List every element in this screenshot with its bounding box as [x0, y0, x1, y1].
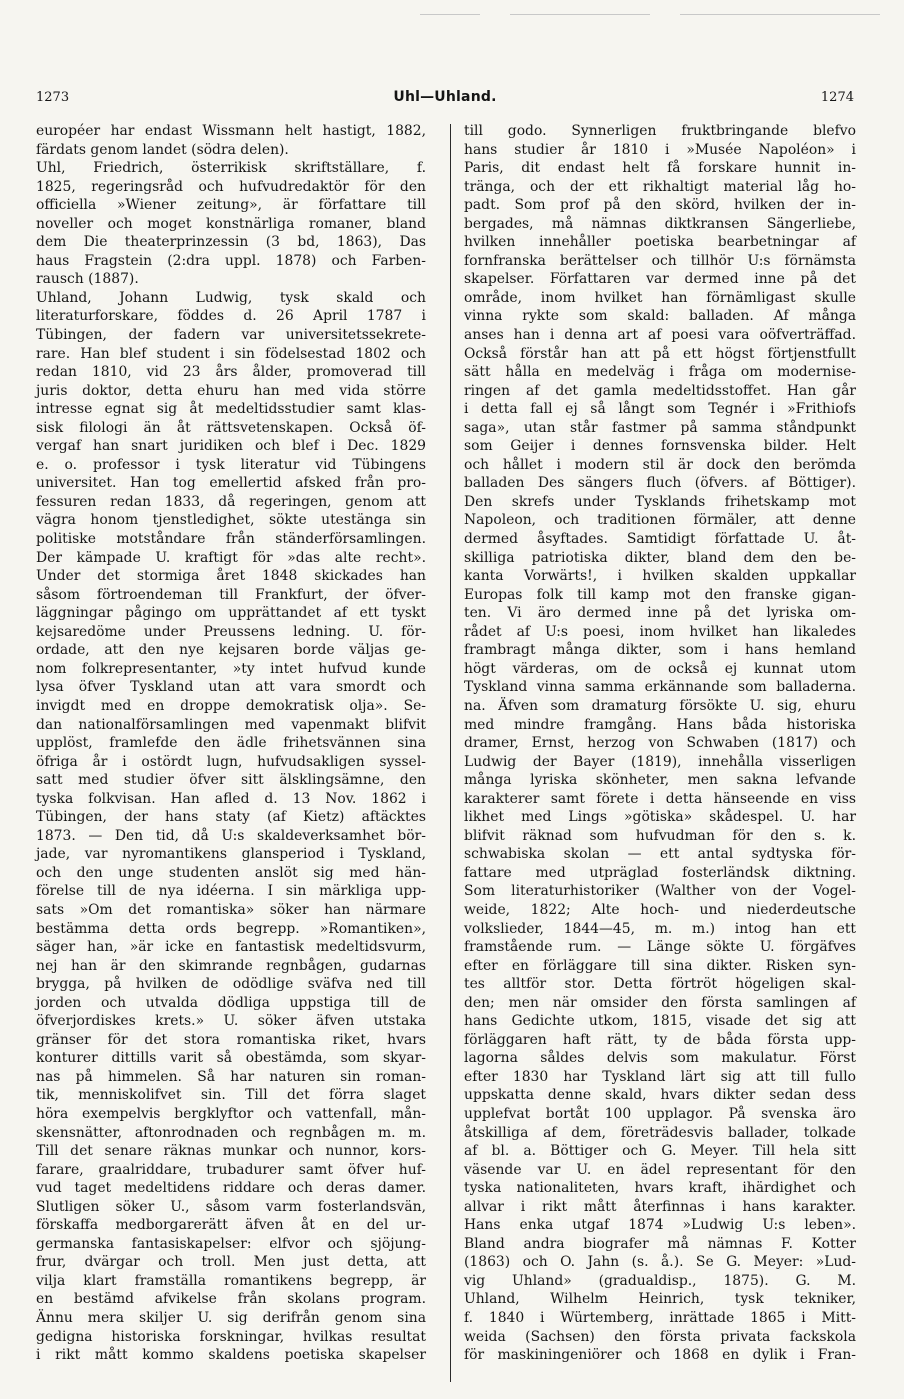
text-line: sisk filologi än åt rättsvetenskapen. Också öf-	[36, 419, 426, 436]
text-line: ordade, att den nye kejsaren borde väljas ge-	[36, 642, 426, 659]
text-line: såsom förtroendeman till Frankfurt, der öfver-	[36, 586, 426, 603]
text-line: Uhl, Friedrich, österrikisk skriftställare, f.	[36, 160, 426, 177]
text-line: Som literaturhistoriker (Walther von der Vogel-	[464, 883, 856, 900]
text-line: rådet af U:s poesi, inom hvilket han likaledes	[464, 623, 856, 640]
text-line: anses han i denna art af poesi vara oöfverträffad.	[464, 327, 856, 344]
text-line: rausch (1887).	[36, 271, 139, 288]
text-line: rare. Han blef student i sin födelsestad 1802 och	[36, 345, 426, 362]
text-line: i rikt mått kommo skaldens poetiska skapelser	[36, 1347, 426, 1364]
text-line: universitet. Han tog emellertid afsked från pro-	[36, 475, 426, 492]
text-line: väsende var U. en ädel representant för den	[464, 1161, 856, 1178]
text-line: Tyskland vinna samma erkännande som balladerna.	[464, 679, 856, 696]
text-line: invigdt med en droppe demokratisk olja». Se-	[36, 697, 426, 714]
text-line: likhet med Lings »götiska» skådespel. U. har	[464, 809, 856, 826]
text-line: Paris, dit endast helt få forskare hunnit in-	[464, 160, 856, 177]
text-line: nej han är den skimrande regnbågen, gudarnas	[36, 957, 426, 974]
text-line: karakterer samt förete i detta hänseende en viss	[464, 790, 856, 807]
text-line: ten. Vi äro dermed inne på det lyriska om-	[464, 605, 856, 622]
text-line: skapelser. Författaren var dermed inne på det	[464, 271, 856, 288]
text-line: för maskiningeniörer och 1868 en dylik i Fran-	[464, 1347, 856, 1364]
text-line: vud taget medeltidens riddare och deras damer.	[36, 1180, 426, 1197]
text-line: säger han, »är icke en fantastisk medeltidsvurm,	[36, 939, 426, 956]
text-line: vilja klart framställa romantikens begrepp, är	[36, 1272, 426, 1289]
text-line: Ännu mera skiljer U. sig derifrån genom sina	[36, 1310, 426, 1326]
text-line: en bestämd afvikelse från skolans program.	[36, 1291, 426, 1308]
text-line: med mindre framgång. Hans båda historiska	[464, 716, 856, 733]
text-line: européer har endast Wissmann helt hastigt, 1882,	[36, 123, 426, 139]
text-line: uppskatta denne skald, hvars dikter sedan dess	[464, 1087, 856, 1104]
text-line: vergaf han snart juridiken och blef i Dec. 1829	[36, 438, 426, 455]
text-line: saga», utan står fastmer på samma ståndpunkt	[464, 419, 856, 436]
text-line: jade, var nyromantikens glansperiod i Tyskland,	[36, 846, 426, 863]
column-divider	[450, 124, 451, 1382]
text-line: balladen Des sängers fluch (öfvers. af Böttiger).	[464, 475, 856, 492]
page-header	[36, 90, 854, 112]
text-line: redan 1810, vid 23 års ålder, promoverad till	[36, 364, 426, 381]
text-line: frur, dvärgar och troll. Men just detta, att	[36, 1254, 426, 1271]
text-line: ringen af det gamla medeltidsstoffet. Han går	[464, 382, 856, 399]
text-line: fessuren redan 1833, då regeringen, genom att	[36, 493, 426, 510]
text-line: allvar i rikt mått återfinnas i hans karakter.	[464, 1198, 856, 1215]
text-line: padt. Som prof på den skörd, hvilken der in-	[464, 197, 856, 214]
text-line: upplöst, framlefde den ädle frihetsvännen sina	[36, 735, 426, 752]
text-line: farare, graalriddare, trubadurer samt öfver huf-	[36, 1161, 426, 1178]
text-line: Europas folk till kamp mot den franske gigan-	[464, 586, 856, 603]
text-line: politiske motståndare från ständerförsamlingen.	[36, 531, 426, 548]
text-line: sätt hålla en medelväg i fråga om modernise-	[464, 364, 856, 381]
text-line: dramer, Ernst, herzog von Schwaben (1817) och	[464, 735, 856, 752]
text-line: frambragt många dikter, som i hans hemland	[464, 642, 856, 659]
text-line: öfriga år i ostördt lugn, hufvudsakligen syssel-	[36, 753, 426, 770]
text-line: sats »Om det romantiska» söker han närmare	[36, 901, 426, 918]
text-line: förläggaren haft rätt, ty de båda första upp-	[464, 1031, 856, 1048]
text-line: fattare med utpräglad fosterländsk diktning.	[464, 864, 856, 881]
text-line: höra exempelvis bergklyftor och vattenfall, mån-	[36, 1105, 426, 1122]
text-line: och hållet i modern stil är dock den berömda	[464, 456, 856, 473]
text-line: schwabiska skolan — ett antal sydtyska för-	[464, 846, 856, 863]
right-text-column	[464, 122, 856, 1365]
text-line: f. 1840 i Würtemberg, inrättade 1865 i Mitt-	[464, 1310, 856, 1326]
text-line: skilliga patriotiska dikter, bland dem den be-	[464, 549, 856, 566]
text-line: jorden och utvalda dödliga uppstiga till de	[36, 994, 426, 1011]
text-line: blifvit räknad som hufvudman för den s. k.	[464, 827, 856, 844]
text-line: vinna rykte som skald: balladen. Af många	[464, 308, 856, 325]
text-line: gedigna historiska forskningar, hvilkas resultat	[36, 1328, 426, 1345]
text-line: i detta fall ej så långt som Tegnér i »Frithiofs	[464, 401, 856, 418]
text-line: Hans enka utgaf 1874 »Ludwig U:s leben».	[464, 1217, 856, 1234]
text-line: område, inom hvilket han förnämligast skulle	[464, 289, 856, 306]
text-line: färdats genom landet (södra delen).	[36, 141, 289, 158]
text-line: Bland andra biografer må nämnas F. Kotter	[464, 1235, 856, 1252]
text-line: af bl. a. Böttiger och G. Meyer. Till hela sitt	[464, 1143, 856, 1160]
text-line: haus Fragstein (2:dra uppl. 1878) och Farben-	[36, 252, 426, 269]
text-line: e. o. professor i tysk literatur vid Tübingens	[36, 456, 426, 473]
text-line: Tübingen, der fadern var universitetssekrete-	[36, 327, 426, 344]
text-line: högt värderas, om de också ej kunnat utom	[464, 660, 856, 677]
text-line: dan nationalförsamlingen med vapenmakt blifvit	[36, 716, 426, 733]
text-line: dem Die theaterprinzessin (3 bd, 1863), Das	[36, 234, 426, 251]
text-line: (1863) och O. Jahn (s. å.). Se G. Meyer: »Lud-	[464, 1254, 856, 1271]
text-line: literaturforskare, föddes d. 26 April 1787 i	[36, 308, 426, 325]
text-line: den; men när omsider den första samlingen af	[464, 994, 856, 1011]
text-line: juris doktor, detta ehuru han med vida större	[36, 382, 426, 399]
text-line: volkslieder, 1844—45, m. m.) intog han ett	[464, 920, 856, 937]
text-line: Uhland, Johann Ludwig, tysk skald och	[36, 289, 426, 306]
text-line: lysa öfver Tyskland utan att vara smordt och	[36, 679, 426, 696]
text-line: läggningar pågingo om upprättandet af ett tyskt	[36, 605, 426, 622]
text-line: hvilken innehåller poetiska bearbetningar af	[464, 234, 856, 251]
text-line: Ludwig der Bayer (1819), innehålla visserligen	[464, 753, 856, 770]
text-line: brygga, på hvilken de odödlige sväfva ned till	[36, 976, 426, 993]
text-line: vig Uhland» (gradualdisp., 1875). G. M.	[464, 1272, 856, 1289]
text-line: Till det senare räknas munkar och nunnor, kors-	[36, 1143, 426, 1160]
text-line: 1825, regeringsråd och hufvudredaktör för den	[36, 178, 426, 195]
text-line: till godo. Synnerligen fruktbringande blefvo	[464, 123, 856, 139]
text-line: Slutligen söker U., såsom varm fosterlandsvän,	[36, 1198, 426, 1215]
text-line: förelse till de nya idéerna. I sin märkliga upp-	[36, 883, 426, 900]
text-line: förskaffa medborgarerätt äfven åt en del ur-	[36, 1217, 426, 1234]
text-line: officiella »Wiener zeitung», är författare till	[36, 197, 426, 214]
text-line: skensnätter, aftonrodnaden och regnbågen m. m.	[36, 1124, 426, 1141]
text-line: noveller och moget konstnärliga romaner, bland	[36, 215, 426, 232]
text-line: konturer dittills varit så obestämda, som skyar-	[36, 1050, 426, 1067]
text-line: framstående rum. — Länge sökte U. förgäfves	[464, 939, 856, 956]
text-line: Den skrefs under Tysklands frihetskamp mot	[464, 493, 856, 510]
text-line: hans Gedichte utkom, 1815, visade det sig att	[464, 1013, 856, 1030]
text-line: kejsaredöme under Preussens ledning. U. för-	[36, 623, 426, 640]
text-line: många lyriska skönheter, men sakna lefvande	[464, 772, 856, 789]
text-line: upplefvat bortåt 100 upplagor. På svenska äro	[464, 1105, 856, 1122]
text-line: Också förstår han att på ett högst förtjenstfullt	[464, 345, 856, 362]
text-line: efter en förläggare till sina dikter. Risken syn-	[464, 957, 856, 974]
text-line: tyska folkvisan. Han afled d. 13 Nov. 1862 i	[36, 790, 426, 807]
text-line: öfverjordiskes krets.» U. söker äfven utstaka	[36, 1013, 426, 1030]
text-line: intresse egnat sig åt medeltidsstudier samt klas-	[36, 401, 426, 418]
text-line: na. Äfven som dramaturg försökte U. sig, ehuru	[464, 697, 856, 714]
text-line: dermed åsyftades. Samtidigt författade U. åt-	[464, 531, 856, 548]
text-line: tes alltför stor. Detta förtröt högeligen skal-	[464, 976, 856, 993]
left-page-number: 1273	[36, 90, 70, 105]
text-line: kanta Vorwärts!, i hvilken skalden uppkallar	[464, 568, 856, 585]
text-line: hans studier år 1810 i »Musée Napoléon» i	[464, 141, 856, 158]
text-line: nom folkrepresentanter, »ty intet hufvud kunde	[36, 660, 426, 677]
text-line: Under det stormiga året 1848 skickades han	[36, 568, 426, 585]
text-line: tränga, och der ett rikhaltigt material låg ho-	[464, 178, 856, 195]
text-line: fornfranska berättelser och tillhör U:s förnämsta	[464, 252, 856, 269]
text-line: Napoleon, och traditionen förmäler, att denne	[464, 512, 856, 529]
text-line: åtskilliga af dem, företrädesvis ballader, tolkade	[464, 1124, 856, 1141]
text-line: tyska nationaliteten, hvars kraft, ihärdighet och	[464, 1180, 856, 1197]
text-line: Uhland, Wilhelm Heinrich, tysk tekniker,	[464, 1291, 856, 1308]
text-line: 1873. — Den tid, då U:s skaldeverksamhet bör-	[36, 827, 426, 844]
text-line: Tübingen, der hans staty (af Kietz) aftäcktes	[36, 809, 426, 826]
right-page-number: 1274	[820, 90, 854, 105]
text-line: efter 1830 har Tyskland lärt sig att till fullo	[464, 1068, 856, 1085]
text-line: bergades, må nämnas diktkransen Sängerliebe,	[464, 215, 856, 232]
text-line: lagorna såldes delvis som makulatur. Först	[464, 1050, 856, 1067]
text-line: gränser för det stora romantiska riket, hvars	[36, 1031, 426, 1048]
text-line: nas på himmelen. Så har naturen sin roman-	[36, 1068, 426, 1085]
text-line: Der kämpade U. kraftigt för »das alte recht».	[36, 549, 426, 566]
left-text-column	[36, 122, 426, 1365]
scan-edge-marks	[420, 14, 890, 16]
running-title: Uhl—Uhland.	[393, 89, 497, 105]
text-line: bestämma detta ords begrepp. »Romantiken»,	[36, 920, 426, 937]
text-line: weida (Sachsen) den första privata fackskola	[464, 1328, 856, 1345]
text-line: germanska fantasiskapelser: elfvor och sjöjung-	[36, 1235, 426, 1252]
text-line: och den unge studenten anslöt sig med hän-	[36, 864, 426, 881]
text-line: tik, menniskolifvet sin. Till det förra slaget	[36, 1087, 426, 1104]
text-line: som Geijer i dennes fornsvenska bilder. Helt	[464, 438, 856, 455]
text-line: vägra honom tjenstledighet, sökte utestänga sin	[36, 512, 426, 529]
text-line: weide, 1822; Alte hoch- und niederdeutsche	[464, 901, 856, 918]
text-line: satt med studier öfver sitt älsklingsämne, den	[36, 772, 426, 789]
